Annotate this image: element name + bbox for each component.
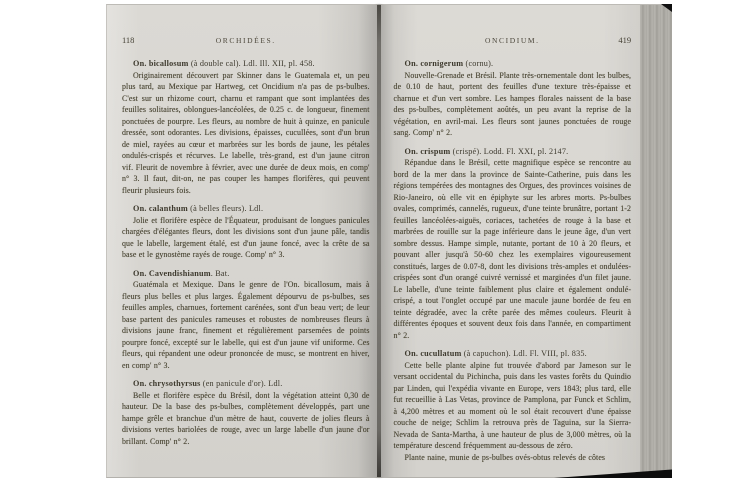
book-fore-edge (640, 5, 672, 477)
species-heading (122, 268, 370, 280)
species-description: Originairement découvert par Skinner dans le Guatemala et, un peu plus tard, au Mexique par Hartweg, cet Oncidium n'a pas de ps-bulbes. C'est sur un rhizome court, charnu et rampant que sont implantées des feuilles solitaires, oblongues-lancéolées, de 0.25 c. de longueur, finement ponctuées de pourpre. Les fleurs, au nombre de huit à quinze, en panicule dressée, sont odorantes. Les divisions, épaisses, cucullées, sont d'un brun de miel, rayées au cœur et marbrées sur les bords de jaune, les pétales ondulés-crispés et récurves. Le labelle, très-grand, est d'un jaune citron vif. Fleurit de novembre à février, avec une durée de deux mois, en comp' n° 3. Il faut, dit-on, ne pas couper les hampes florifères, qui peuvent fleurir plusieurs fois. (122, 70, 370, 195)
left-page-number: 118 (122, 35, 135, 45)
left-page (107, 5, 377, 477)
species-heading-rest: (à belles fleurs). Ldl. (187, 204, 264, 213)
species-heading-rest: (à capuchon). Ldl. Fl. VIII, pl. 835. (461, 349, 587, 358)
species-description: Cette belle plante alpine fut trouvée d'abord par Jameson sur le versant occidental du Pichincha, puis dans les vastes forêts du Quindio par Linden, qui l'expédia vivante en Europe, vers 1843; plus tard, elle fut recueillie à Las Vetas, province de Pamplona, par Funck et Schlim, à 4,200 mètres et au moment où le sol était recouvert d'une épaisse couche de neige; Schlim la retrouva près de Taguina, sur la Sierra-Nevada de Santa-Martha, à une hauteur de plus de 3,000 mètres, où la température descend fréquemment au-dessous de zéro. (393, 360, 632, 450)
right-page-number: 419 (618, 35, 632, 45)
scan-corner-mark-top (661, 4, 672, 12)
species-description: Guatémala et Mexique. Dans le genre de l'On. bicallosum, mais à fleurs plus belles et plus larges. Également dépourvu de ps-bulbes, ses feuilles amples, charnues, fortement carénées, sont d'un beau vert; de leur base partent des panicules rameuses et robustes de nombreuses fleurs à divisions jaune franc, finement et régulièrement parsemées de points pourpre foncé, excepté sur le labelle, qui est d'un jaune vif uniforme. Ces fleurs, qui répandent une odeur prononcée de musc, se montrent en hiver, en comp' n° 3. (122, 280, 370, 370)
species-heading (122, 58, 370, 70)
species-name: On. crispum (404, 146, 451, 156)
species-name: On. chrysothyrsus (133, 379, 201, 388)
species-name: On. calanthum (133, 204, 188, 213)
species-description: Jolie et florifère espèce de l'Équateur, produisant de longues panicules chargées d'élégantes fleurs, dont les divisions sont d'un jaune pâle, tandis que le labelle, largement étalé, est d'un jaune foncé, avec la crête de sa base et le gynostème rayés de rouge. Comp' n° 3. (122, 215, 370, 259)
species-heading-rest: (crispé). Lodd. Fl. XXI, pl. 2147. (450, 146, 569, 156)
species-entry-cornigerum (394, 58, 632, 139)
species-description: Plante naine, munie de ps-bulbes ovés-obtus relevés de côtes (404, 452, 606, 462)
species-entry-chrysothyrsus (122, 378, 370, 447)
species-name: On. cucullatum (404, 349, 462, 358)
species-description: Nouvelle-Grenade et Brésil. Plante très-ornementale dont les bulbes, de 0.10 de haut, portent des feuilles d'une texture très-épaisse et charnue et d'un vert sombre. Les hampes florales naissent de la base des ps-bulbes, complètement aoûtés, un peu avant la reprise de la végétation, en avril-mai. Les fleurs sont jaunes ponctuées de rouge sang. Comp' n° 2. (393, 70, 632, 137)
book-scan (106, 4, 672, 478)
species-entry-calanthum (122, 203, 370, 261)
right-page-header (394, 35, 632, 45)
species-heading-rest: (à double cal). Ldl. Ill. XII, pl. 458. (188, 59, 315, 68)
left-page-header (122, 35, 370, 45)
species-entry-bicallosum (122, 58, 370, 196)
species-heading (394, 146, 632, 158)
species-entry-crispum (394, 146, 632, 342)
species-heading-rest: . Bat. (210, 268, 230, 278)
species-entry-cucullatum (394, 348, 632, 463)
right-running-head: ONCIDIUM. (485, 36, 540, 45)
species-name: On. cornigerum (404, 59, 464, 68)
species-heading-rest: (en panicule d'or). Ldl. (200, 379, 283, 388)
species-heading (122, 203, 370, 215)
species-heading (394, 58, 632, 70)
species-name: On. bicallosum (133, 59, 189, 68)
species-entry-cavendishianum (122, 268, 370, 372)
species-heading (394, 348, 632, 360)
species-heading-rest: (cornu). (463, 59, 494, 68)
species-name: On. Cavendishianum (133, 268, 211, 278)
species-heading (122, 378, 370, 390)
species-description: Belle et florifère espèce du Brésil, dont la végétation atteint 0,30 de hauteur. De la base des ps-bulbes, complètement développés, part une hampe grêle et branchue d'un mètre de haut, couverte de jolies fleurs à divisions vertes bariolées de rouge, avec un large labelle d'un jaune d'or brillant. Comp' n° 2. (122, 390, 370, 446)
right-page (381, 5, 641, 477)
species-description: Répandue dans le Brésil, cette magnifique espèce se rencontre au bord de la mer dans la province de Sainte-Catherine, puis dans les régions tempérées des montagnes des Orgues, des provinces voisines de Rio-Janeiro, où elle vit en épiphyte sur les arbres morts. Ps-bulbes ovales, comprimés, cannelés, rugueux, d'une teinte brunâtre, portant 1-2 feuilles lancéolées-aiguës, coriaces, tachetées de rouge à la base et marbrées de rouille sur la page inférieure dans le jeune âge, d'un vert sombre dessus. Hampe simple, nutante, portant de 10 à 20 fleurs, et pouvant aller jusqu'à 50-60 chez les exemplaires vigoureusement constitués, larges de 0.07-8, dont les divisions très-amples et ondulées-crispées sont d'un orangé cuivré vernissé et marginées d'un filet jaune. Le labelle, d'une teinte faiblement plus claire et également ondulé-crispé, a tout l'onglet occupé par une macule jaune bordée de feu en teinte dégradée, avec la crête parée des mêmes couleurs. Fleurit à différentes époques et souvent deux fois dans l'année, en compartiment n° 2. (393, 158, 632, 340)
left-running-head: ORCHIDÉES. (215, 36, 276, 45)
